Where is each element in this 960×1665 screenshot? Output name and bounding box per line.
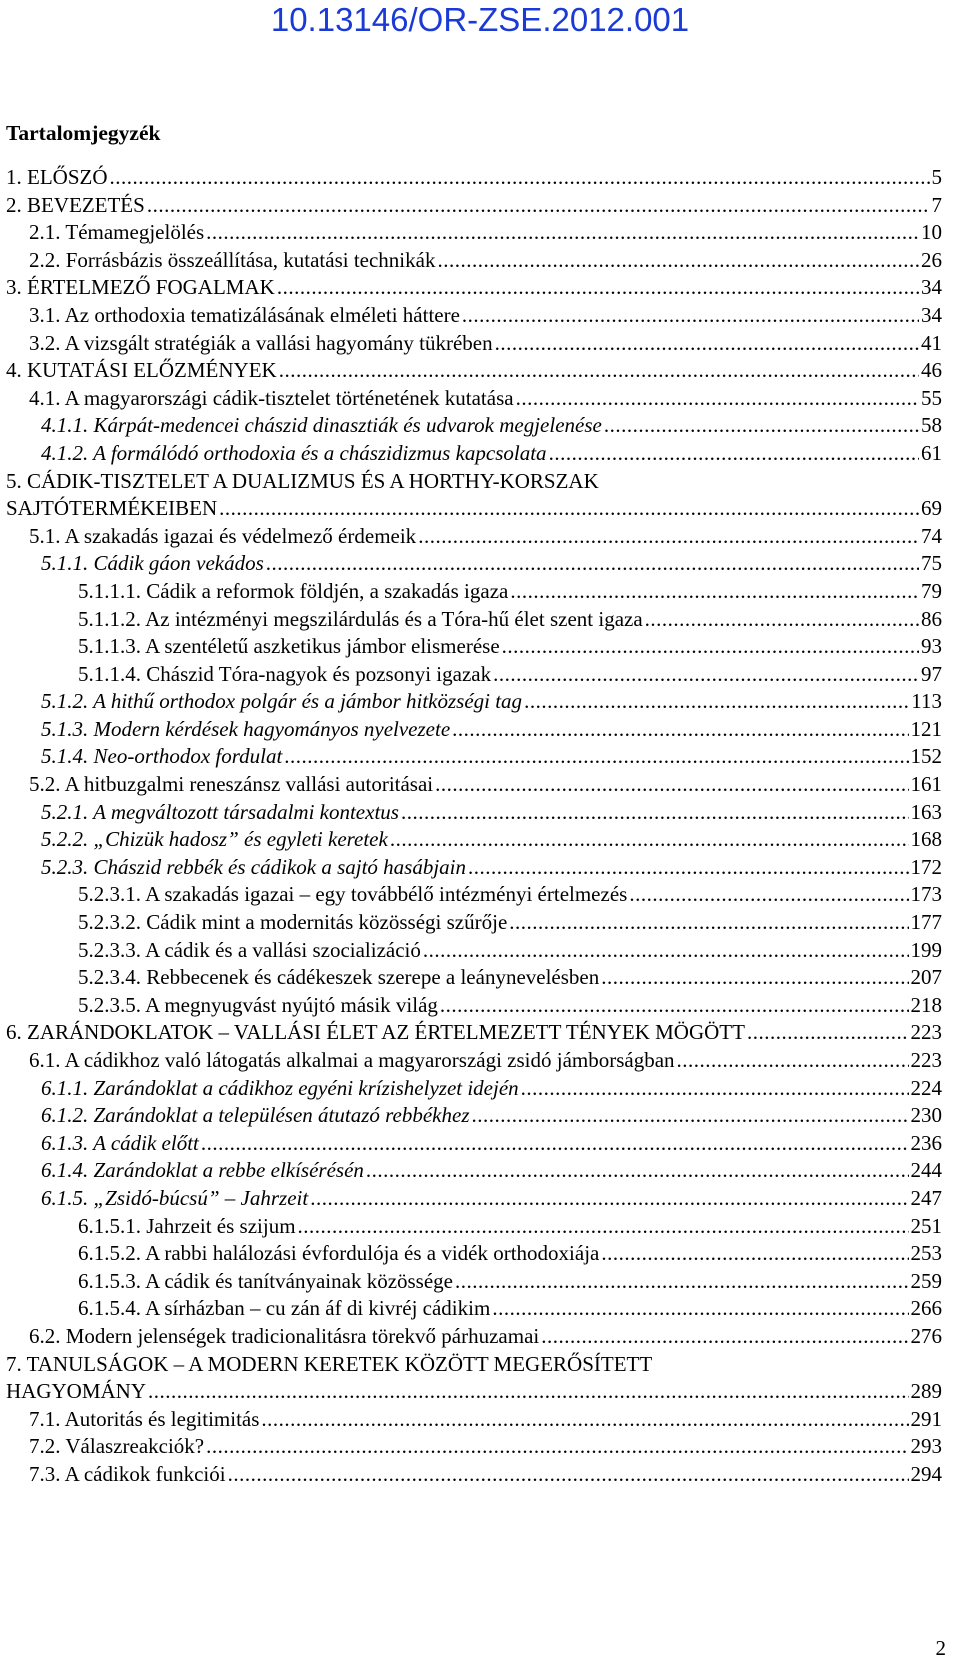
toc-entry-label: 5.1.1. Cádik gáon vekádos (41, 551, 264, 576)
toc-entry-label: 6.1.5.1. Jahrzeit és szijum (78, 1213, 296, 1238)
toc-entry-label: 6. ZARÁNDOKLATOK – VALLÁSI ÉLET AZ ÉRTELMEZETT TÉNYEK MÖGÖTT (6, 1020, 745, 1045)
toc-entry-label: 5.2.2. „Chizük hadosz” és egyleti keretek (41, 827, 388, 852)
toc-entry[interactable] (0, 330, 960, 358)
toc-entry[interactable] (0, 440, 960, 468)
toc-entry-label: 3.2. A vizsgált stratégiák a vallási hagyomány tükrében (29, 330, 493, 355)
toc-entry[interactable] (0, 799, 960, 827)
toc-entry-label: 4.1.1. Kárpát-medencei chászid dinasztiák és udvarok megjelenése (41, 413, 602, 438)
dot-leader (516, 385, 919, 413)
toc-entry[interactable] (0, 1406, 960, 1434)
toc-entry[interactable] (0, 357, 960, 385)
toc-entry[interactable] (0, 1213, 960, 1241)
toc-entry[interactable] (0, 937, 960, 965)
toc-entry-page: 7 (931, 192, 942, 217)
dot-leader (677, 1047, 909, 1075)
toc-entry-heading-line (0, 468, 960, 496)
dot-leader (747, 1019, 909, 1047)
toc-entry[interactable] (0, 771, 960, 799)
toc-entry[interactable] (0, 495, 960, 523)
toc-entry-page: 276 (910, 1323, 942, 1348)
toc-entry-label: 5.2.3.4. Rebbecenek és cádékeszek szerepe a leánynevelésben (78, 965, 600, 990)
toc-entry[interactable] (0, 606, 960, 634)
toc-entry-page: 223 (910, 1048, 942, 1072)
toc-entry[interactable] (0, 274, 960, 302)
toc-entry-page: 223 (910, 1020, 942, 1045)
toc-entry[interactable] (0, 992, 960, 1020)
toc-entry-label: 5.2.3.3. A cádik és a vallási szocializáció (78, 937, 421, 962)
toc-entry-label: 5.1.1.1. Cádik a reformok földjén, a szakadás igaza (78, 578, 509, 603)
toc-entry-page: 34 (921, 302, 942, 327)
dot-leader (277, 274, 919, 302)
toc-entry[interactable] (0, 550, 960, 578)
toc-entry-page: 207 (910, 965, 942, 990)
toc-entry[interactable] (0, 1130, 960, 1158)
toc-entry-label: 2.1. Témamegjelölés (29, 220, 205, 245)
toc-entry-page: 5 (931, 165, 942, 189)
dot-leader (110, 164, 930, 192)
toc-entry-label: 5.2.3.2. Cádik mint a modernitás közösségi szűrője (78, 910, 508, 935)
toc-entry-label: 5. CÁDIK-TISZTELET A DUALIZMUS ÉS A HORTHY-KORSZAK (6, 468, 599, 493)
table-of-contents (0, 164, 960, 1489)
dot-leader (298, 1213, 909, 1241)
toc-entry-page: 75 (921, 551, 942, 576)
toc-entry-label: 5.1.2. A hithű orthodox polgár és a jámbor hitközségi tag (41, 689, 523, 714)
toc-entry-page: 218 (910, 992, 942, 1017)
toc-entry-label: 7.1. Autoritás és legitimitás (29, 1406, 260, 1431)
toc-entry[interactable] (0, 909, 960, 937)
dot-leader (261, 1406, 908, 1434)
toc-entry-label: 6.1.2. Zarándoklat a településen átutazó rebbékhez (41, 1103, 470, 1128)
dot-leader (266, 550, 919, 578)
toc-entry-label: SAJTÓTERMÉKEIBEN (6, 496, 218, 521)
toc-entry-heading-line (0, 1351, 960, 1379)
toc-entry-label: 5.2.3.5. A megnyugvást nyújtó másik világ (78, 992, 438, 1017)
dot-leader (455, 1268, 909, 1296)
toc-entry-label: 6.1.5.3. A cádik és tanítványainak közössége (78, 1268, 453, 1293)
dot-leader (549, 440, 919, 468)
toc-entry-label: 5.2.3.1. A szakadás igazai – egy továbbélő intézményi értelmezés (78, 882, 628, 907)
toc-entry-page: 291 (910, 1406, 942, 1431)
toc-entry-label: 2.2. Forrásbázis összeállítása, kutatási technikák (29, 247, 436, 272)
toc-entry-label: 7.2. Válaszreakciók? (29, 1434, 205, 1459)
toc-entry-page: 34 (921, 275, 942, 300)
dot-leader (509, 909, 908, 937)
toc-entry-label: 6.1.5.2. A rabbi halálozási évfordulója és a vidék orthodoxiája (78, 1241, 600, 1266)
toc-entry[interactable] (0, 192, 960, 220)
toc-entry-page: 79 (921, 578, 942, 603)
toc-entry-page: 121 (910, 716, 942, 741)
dot-leader (310, 1185, 908, 1213)
toc-entry[interactable] (0, 1157, 960, 1185)
toc-entry[interactable] (0, 385, 960, 413)
dot-leader (148, 1378, 909, 1406)
toc-entry-page: 266 (910, 1296, 942, 1321)
toc-entry[interactable] (0, 1268, 960, 1296)
dot-leader (629, 881, 908, 909)
toc-entry-label: 6.1.3. A cádik előtt (41, 1130, 199, 1155)
toc-entry[interactable] (0, 1047, 960, 1075)
toc-entry-label: 5.2.1. A megváltozott társadalmi kontextus (41, 799, 399, 824)
toc-entry[interactable] (0, 247, 960, 275)
dot-leader (492, 1295, 908, 1323)
dot-leader (284, 743, 908, 771)
toc-entry-page: 58 (921, 413, 942, 438)
toc-entry-label: 2. BEVEZETÉS (6, 192, 145, 217)
toc-entry-label: 1. ELŐSZÓ (6, 165, 108, 189)
dot-leader (524, 688, 909, 716)
toc-entry[interactable] (0, 523, 960, 551)
toc-entry-label: 6.1.5.4. A sírházban – cu zán áf di kivréj cádikim (78, 1296, 491, 1321)
toc-entry-page: 113 (911, 689, 942, 714)
toc-entry-label: 4.1.2. A formálódó orthodoxia és a chászidizmus kapcsolata (41, 440, 547, 465)
toc-entry-label: 5.1.1.4. Chászid Tóra-nagyok és pozsonyi igazak (78, 661, 492, 686)
toc-entry-label: 4.1. A magyarországi cádik-tisztelet történetének kutatása (29, 385, 514, 410)
toc-entry[interactable] (0, 854, 960, 882)
dot-leader (495, 330, 919, 358)
toc-entry-label: 7. TANULSÁGOK – A MODERN KERETEK KÖZÖTT MEGERŐSÍTETT (6, 1351, 653, 1376)
toc-entry-page: 41 (921, 330, 942, 355)
dot-leader (510, 578, 919, 606)
toc-entry-label: 5.1.1.3. A szentéletű aszketikus jámbor elismerése (78, 634, 500, 659)
dot-leader (206, 1433, 908, 1461)
toc-entry-page: 152 (910, 744, 942, 769)
dot-leader (502, 633, 919, 661)
toc-entry[interactable] (0, 716, 960, 744)
toc-heading: Tartalomjegyzék (6, 121, 161, 145)
toc-entry-page: 61 (921, 440, 942, 465)
dot-leader (390, 826, 909, 854)
toc-entry-label: 6.1.4. Zarándoklat a rebbe elkísérésén (41, 1158, 364, 1183)
dot-leader (468, 854, 908, 882)
toc-entry-label: 3.1. Az orthodoxia tematizálásának elméleti háttere (29, 302, 460, 327)
toc-entry-page: 236 (910, 1130, 942, 1155)
dot-leader (440, 992, 909, 1020)
toc-entry-label: 5.1.3. Modern kérdések hagyományos nyelvezete (41, 716, 451, 741)
toc-entry-label: 5.2.3. Chászid rebbék és cádikok a sajtó hasábjain (41, 854, 467, 879)
dot-leader (601, 1240, 908, 1268)
toc-entry-page: 259 (910, 1268, 942, 1293)
toc-entry[interactable] (0, 661, 960, 689)
toc-entry-label: 6.1.1. Zarándoklat a cádikhoz egyéni krízishelyzet idején (41, 1075, 519, 1100)
dot-leader (462, 302, 919, 330)
toc-entry-page: 294 (910, 1461, 942, 1486)
toc-entry-label: 5.1.4. Neo-orthodox fordulat (41, 744, 283, 769)
toc-entry-page: 247 (910, 1185, 942, 1210)
toc-entry-page: 253 (910, 1241, 942, 1266)
toc-entry-page: 173 (910, 882, 942, 907)
toc-entry-page: 199 (910, 937, 942, 962)
toc-entry-page: 10 (921, 220, 942, 245)
toc-entry[interactable] (0, 1102, 960, 1130)
toc-entry-page: 289 (910, 1379, 942, 1404)
toc-entry-page: 69 (921, 496, 942, 521)
toc-entry[interactable] (0, 688, 960, 716)
toc-entry[interactable] (0, 743, 960, 771)
dot-leader (645, 606, 919, 634)
dot-leader (541, 1323, 908, 1351)
toc-entry[interactable] (0, 412, 960, 440)
toc-entry-label: 7.3. A cádikok funkciói (29, 1461, 226, 1486)
toc-entry-label: 5.1.1.2. Az intézményi megszilárdulás és a Tóra-hű élet szent igaza (78, 606, 643, 631)
toc-entry-page: 161 (910, 772, 942, 797)
dot-leader (452, 716, 908, 744)
toc-entry[interactable] (0, 1295, 960, 1323)
toc-entry[interactable] (0, 1240, 960, 1268)
toc-entry-page: 93 (921, 634, 942, 659)
toc-entry-label: 3. ÉRTELMEZŐ FOGALMAK (6, 275, 275, 300)
dot-leader (228, 1461, 909, 1489)
toc-entry-page: 26 (921, 247, 942, 272)
toc-entry[interactable] (0, 219, 960, 247)
toc-entry-page: 97 (921, 661, 942, 686)
toc-entry[interactable] (0, 964, 960, 992)
dot-leader (366, 1157, 909, 1185)
toc-entry[interactable] (0, 633, 960, 661)
toc-entry-page: 177 (910, 910, 942, 935)
toc-entry-label: 4. KUTATÁSI ELŐZMÉNYEK (6, 358, 277, 383)
toc-entry-page: 244 (910, 1158, 942, 1183)
toc-entry-page: 86 (921, 606, 942, 631)
toc-entry-page: 172 (910, 854, 942, 879)
toc-entry-page: 55 (921, 385, 942, 410)
dot-leader (472, 1102, 909, 1130)
dot-leader (437, 247, 919, 275)
toc-entry-label: HAGYOMÁNY (6, 1379, 146, 1404)
toc-entry-page: 46 (921, 358, 942, 383)
dot-leader (201, 1130, 909, 1158)
dot-leader (423, 937, 909, 965)
page-number: 2 (935, 1636, 946, 1660)
dot-leader (601, 964, 908, 992)
toc-entry-label: 6.1.5. „Zsidó-búcsú” – Jahrzeit (41, 1185, 309, 1210)
toc-entry[interactable] (0, 164, 960, 192)
toc-entry[interactable] (0, 1019, 960, 1047)
toc-entry[interactable] (0, 1433, 960, 1461)
toc-entry-page: 251 (910, 1213, 942, 1238)
dot-leader (521, 1075, 909, 1103)
dot-leader (219, 495, 919, 523)
doi-link[interactable]: 10.13146/OR-ZSE.2012.001 (270, 1, 690, 38)
dot-leader (435, 771, 908, 799)
toc-entry-label: 6.2. Modern jelenségek tradicionalitásra törekvő párhuzamai (29, 1323, 540, 1348)
toc-entry-label: 6.1. A cádikhoz való látogatás alkalmai a magyarországi zsidó jámborságban (29, 1048, 675, 1072)
dot-leader (206, 219, 919, 247)
toc-entry-label: 5.2. A hitbuzgalmi reneszánsz vallási autoritásai (29, 772, 434, 797)
toc-entry[interactable] (0, 1378, 960, 1406)
toc-entry[interactable] (0, 881, 960, 909)
dot-leader (401, 799, 909, 827)
dot-leader (604, 412, 919, 440)
toc-entry[interactable] (0, 826, 960, 854)
toc-entry-label: 5.1. A szakadás igazai és védelmező érdemeik (29, 523, 417, 548)
dot-leader (418, 523, 919, 551)
dot-leader (279, 357, 919, 385)
toc-entry[interactable] (0, 1075, 960, 1103)
toc-entry-page: 163 (910, 799, 942, 824)
toc-entry-page: 74 (921, 523, 942, 548)
toc-entry-page: 224 (910, 1075, 942, 1100)
toc-entry[interactable] (0, 1323, 960, 1351)
toc-entry-page: 230 (910, 1103, 942, 1128)
dot-leader (493, 661, 919, 689)
dot-leader (147, 192, 930, 220)
toc-entry[interactable] (0, 578, 960, 606)
toc-entry[interactable] (0, 1185, 960, 1213)
toc-entry[interactable] (0, 302, 960, 330)
toc-entry-page: 293 (910, 1434, 942, 1459)
toc-entry-page: 168 (910, 827, 942, 852)
toc-entry[interactable] (0, 1461, 960, 1489)
